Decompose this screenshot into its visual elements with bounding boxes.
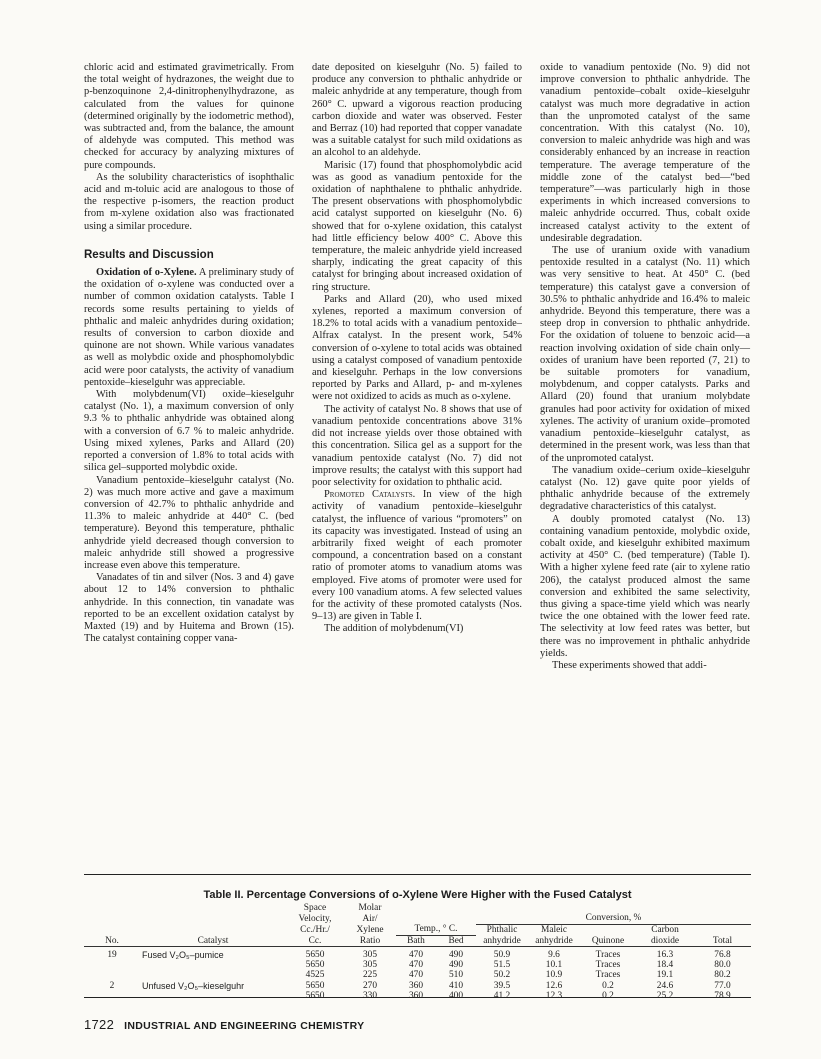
paragraph: Parks and Allard (20), who used mixed xylenes, reported a maximum conversion of 18.2% to total acids with a vanadium pentoxide–Alfrax catalyst. In the present work, 54% conversion of o-xylene to total acids was obtained using a catalyst composed of vanadium pentoxide and kieselguhr. Perhaps in the low conversions reported by Parks and Allard, p- and m-xylenes were not oxidized to acids as much as o-xylene. xyxy=(312,293,522,403)
run-in-heading: Promoted Catalysts. xyxy=(324,489,416,501)
col-header-phthalic: anhydride xyxy=(476,935,528,946)
cell-value: 5650 xyxy=(305,960,325,971)
table-row xyxy=(84,960,751,970)
cell-value: 50.2 xyxy=(493,970,511,981)
journal-name: INDUSTRIAL AND ENGINEERING CHEMISTRY xyxy=(124,1020,365,1032)
cell-value: 10.9 xyxy=(545,970,563,981)
cell-no xyxy=(84,970,140,980)
paragraph: The use of uranium oxide with vanadium pentoxide resulted in a catalyst (No. 11) which was very sensitive to heat. At 450° C. (bed temperature) this catalyst gave a conversion of 30.5% to phthalic anhydride and 16.4% to maleic anhydride. Beyond this temperature, there was a steep drop in conversion to phthalic anhydride. For the oxidation of toluene to benzoic acid—a reaction involving oxidation of side chain only—oxides of uranium have been reported (7, 21) to be suitable promoters for vanadium, molybdenum, and copper catalysts. Parks and Allard (20) found that uranium molybdate granules had poor activity for oxidation of mixed xylenes. The activity of uranium oxide–promoted vanadium pentoxide–kieselguhr catalyst, as determined in the present work, was less than that of the unpromoted catalyst. xyxy=(540,245,750,464)
paragraph xyxy=(312,489,522,623)
cell-value: Traces xyxy=(595,970,621,981)
col-header-maleic: anhydride xyxy=(528,935,580,946)
col-header-space-velocity: Cc./Hr./ xyxy=(300,924,330,935)
cell-value: 490 xyxy=(448,960,464,971)
cell-value: 0.2 xyxy=(602,991,614,1002)
paragraph: Vanadates of tin and silver (Nos. 3 and 4) gave about 12 to 14% conversion to phthalic anhydride. In this connection, tin vanadate was reported to be an excellent oxidation catalyst by Maxted (19) and by Huitema and Brown (15). The catalyst containing copper vana- xyxy=(84,572,294,645)
col-header-temp: Temp., ° C. xyxy=(396,924,476,935)
cell-value: 400 xyxy=(448,991,464,1002)
col-header-space-velocity: Velocity, xyxy=(298,913,332,924)
cell-value: 360 xyxy=(408,980,424,991)
col-header-molar-ratio: Xylene xyxy=(356,924,384,935)
cell-value: 510 xyxy=(448,970,464,981)
paragraph: Vanadium pentoxide–kieselguhr catalyst (No. 2) was much more active and gave a maximum conversion of 42.7% to phthalic anhydride and 11.3% to maleic anhydride at 440° C. (bed temperature). Beyond this temperature, phthalic anhydride yield decreased though conversion to maleic anhydride still showed a progressive increase even above this temperature. xyxy=(84,474,294,571)
cell-value: 10.1 xyxy=(545,960,563,971)
col-header-carbon-dioxide: dioxide xyxy=(636,935,694,946)
page-number: 1722 xyxy=(84,1017,115,1032)
cell-catalyst: Fused V₂O₅–pumice xyxy=(142,949,224,960)
col-header-carbon-dioxide: Carbon xyxy=(651,924,679,935)
text-column-1 xyxy=(84,62,294,645)
cell-value: 270 xyxy=(362,980,378,991)
cell-value: 0.2 xyxy=(602,980,614,991)
cell-value: 12.3 xyxy=(545,991,563,1002)
cell-value: 80.2 xyxy=(714,970,731,981)
run-in-heading: Oxidation of o-Xylene. xyxy=(96,267,197,279)
cell-catalyst xyxy=(140,960,286,970)
paragraph-text: In view of the high activity of vanadium pentoxide–kieselguhr catalyst, the influence of various “promoters” on its capacity was investigated. Instead of using an arbitrarily fixed weight of each promoter compound, a concentration based on a constant ratio of promoter atoms to vanadium atoms was employed. Five atoms of promoter were used for every 100 vanadium atoms. A few selected values for the activity of these promoted catalysts (Nos. 9–13) are given in Table I. xyxy=(312,489,522,623)
paragraph: A doubly promoted catalyst (No. 13) containing vanadium pentoxide, molybdic oxide, cobalt oxide, and kieselguhr exhibited maximum activity at 450° C. (bed temperature) (Table I). With a higher xylene feed rate (air to xylene ratio 206), the catalyst produced almost the same conversion and exhibited the same selectivity, thus giving a space-time yield which was nearly twice the one obtained with the lower feed rate. The selectivity at low feed rates was better, but there was no improvement in phthalic anhydride yields. xyxy=(540,513,750,659)
cell-catalyst: Unfused V₂O₅–kieselguhr xyxy=(142,980,245,991)
table-ii xyxy=(84,903,751,1002)
cell-value: 80.0 xyxy=(714,960,731,971)
cell-value: 16.3 xyxy=(656,949,674,960)
cell-value: 470 xyxy=(408,949,424,960)
cell-value: 50.9 xyxy=(493,949,511,960)
cell-value: 18.4 xyxy=(656,960,674,971)
col-header-total: Total xyxy=(694,935,751,946)
cell-value: 410 xyxy=(448,980,464,991)
cell-value: 5650 xyxy=(305,949,325,960)
page-footer xyxy=(84,1017,364,1032)
table-title: Table II. Percentage Conversions of o-Xylene Were Higher with the Fused Catalyst xyxy=(203,889,632,901)
section-heading: Results and Discussion xyxy=(84,248,214,261)
cell-value: 225 xyxy=(362,970,378,981)
cell-value: 25.2 xyxy=(656,991,674,1002)
cell-value: 77.0 xyxy=(714,980,731,991)
col-header-bath: Bath xyxy=(396,935,436,946)
paragraph: The vanadium oxide–cerium oxide–kieselguhr catalyst (No. 12) gave quite poor yields of phthalic anhydride because of the extremely degradative characteristics of this catalyst. xyxy=(540,464,750,513)
cell-value: 5650 xyxy=(305,980,325,991)
cell-no: 19 xyxy=(107,949,117,960)
col-header-space-velocity: Space xyxy=(303,903,327,913)
paragraph: chloric acid and estimated gravimetrically. From the total weight of hydrazones, the weight due to p-benzoquinone 2,4-dinitrophenylhydrazone, as calculated from the values for quinone (determined originally by the iodometric method), was subtracted and, from the balance, the amount of aldehyde was computed. This method was checked for accuracy by analyzing mixtures of pure compounds. xyxy=(84,62,294,171)
paragraph: These experiments showed that addi- xyxy=(552,659,707,671)
paragraph-text: A preliminary study of the oxidation of o-xylene was conducted over a number of common oxidation catalysts. Table I records some results pertaining to yields of phthalic and maleic anhydrides during oxidation; results of conversion to carbon dioxide and quinone are not shown. While various vanadates as well as molybdic oxide and phosphomolybdic acid were poor catalysts, the activity of vanadium pentoxide–kieselguhr was appreciable. xyxy=(84,267,294,388)
cell-value: 12.6 xyxy=(545,980,563,991)
col-header-catalyst: Catalyst xyxy=(140,935,286,946)
cell-value: 360 xyxy=(408,991,424,1002)
cell-value: 19.1 xyxy=(656,970,674,981)
cell-value: 5650 xyxy=(305,991,325,1002)
paragraph xyxy=(84,267,294,389)
cell-value: 78.9 xyxy=(714,991,731,1002)
cell-value: 9.6 xyxy=(548,949,560,960)
cell-value: 470 xyxy=(408,960,424,971)
cell-value: 24.6 xyxy=(656,980,674,991)
cell-value: Traces xyxy=(595,960,621,971)
paragraph: oxide to vanadium pentoxide (No. 9) did not improve conversion to phthalic anhydride. The vanadium pentoxide–cobalt oxide–kieselguhr catalyst was much more degradative in action than the unpromoted catalyst of the same concentration. With this catalyst (No. 10), conversion to maleic anhydride was high and was considerably enhanced by an increase in reaction temperature. The average temperature of the middle zone of the catalyst bed—“bed temperature”—was particularly high in those experiments in which increased conversions to maleic anhydride occurred. Thus, cobalt oxide increased catalyst activity to the extent of undesirable degradation. xyxy=(540,62,750,244)
paragraph: As the solubility characteristics of isophthalic acid and m-toluic acid are analogous to those of the respective p-isomers, the reaction product from m-xylene oxidation also was fractionated using a similar procedure. xyxy=(84,171,294,232)
cell-value: Traces xyxy=(595,949,621,960)
cell-value: 330 xyxy=(362,991,378,1002)
col-header-phthalic: Phthalic xyxy=(486,924,518,935)
col-header-space-velocity: Cc. xyxy=(286,935,344,946)
paragraph: The addition of molybdenum(VI) xyxy=(324,623,464,635)
cell-catalyst xyxy=(140,970,286,980)
col-header-conversion: Conversion, % xyxy=(476,913,751,924)
cell-value: 76.8 xyxy=(714,949,731,960)
cell-value: 305 xyxy=(362,949,378,960)
table-bottom-rule xyxy=(84,997,751,998)
col-header-molar-ratio: Air/ xyxy=(362,913,378,924)
table-row xyxy=(84,981,751,991)
cell-value: 51.5 xyxy=(493,960,511,971)
cell-no: 2 xyxy=(109,980,115,991)
table-row xyxy=(84,970,751,980)
table-top-rule xyxy=(84,874,751,875)
text-column-3 xyxy=(540,62,750,672)
paragraph: date deposited on kieselguhr (No. 5) failed to produce any conversion to phthalic anhydride or maleic anhydride at any temperature, though from 260° C. upward a vigorous reaction producing carbon dioxide and water was observed. Fester and Berraz (10) had reported that copper vanadate was a suitable catalyst for such mild oxidations as an alcohol to an aldehyde. xyxy=(312,62,522,159)
table-row xyxy=(84,950,751,960)
cell-value: 39.5 xyxy=(493,980,511,991)
col-header-maleic: Maleic xyxy=(540,924,568,935)
cell-value: 41.2 xyxy=(493,991,511,1002)
paragraph: Marisic (17) found that phosphomolybdic acid was as good as vanadium pentoxide for the oxidation of naphthalene to phthalic anhydride. The present observations with phosphomolybdic acid catalyst supported on kieselguhr (No. 6) showed that for o-xylene oxidation, this catalyst had little efficiency below 400° C. Above this temperature, the maleic anhydride yield increased sharply, indicating the great capacity of this catalyst for bringing about increased oxidation of ring structure. xyxy=(312,159,522,293)
col-header-molar-ratio: Ratio xyxy=(344,935,396,946)
paragraph: The activity of catalyst No. 8 shows that use of vanadium pentoxide concentrations above 31% did not increase yields over those obtained with this concentration. Silica gel as a support for the vanadium pentoxide catalyst (No. 7) did not improve results; the catalyst with this support had poor selectivity for oxidation to phthalic acid. xyxy=(312,403,522,488)
col-header-quinone: Quinone xyxy=(580,935,636,946)
cell-value: 4525 xyxy=(305,970,325,981)
col-header-no: No. xyxy=(84,935,140,946)
paragraph: With molybdenum(VI) oxide–kieselguhr catalyst (No. 1), a maximum conversion of only 9.3 % to phthalic anhydride was obtained along with a conversion of 6.7 % to maleic anhydride. Using mixed xylenes, Parks and Allard (20) reported a conversion of 1.8% to total acids with silica gel–supported molybdic oxide. xyxy=(84,389,294,474)
cell-value: 490 xyxy=(448,949,464,960)
col-header-molar-ratio: Molar xyxy=(358,903,382,913)
text-column-2 xyxy=(312,62,522,636)
cell-no xyxy=(84,960,140,970)
cell-value: 470 xyxy=(408,970,424,981)
col-header-bed: Bed xyxy=(436,935,476,946)
cell-value: 305 xyxy=(362,960,378,971)
